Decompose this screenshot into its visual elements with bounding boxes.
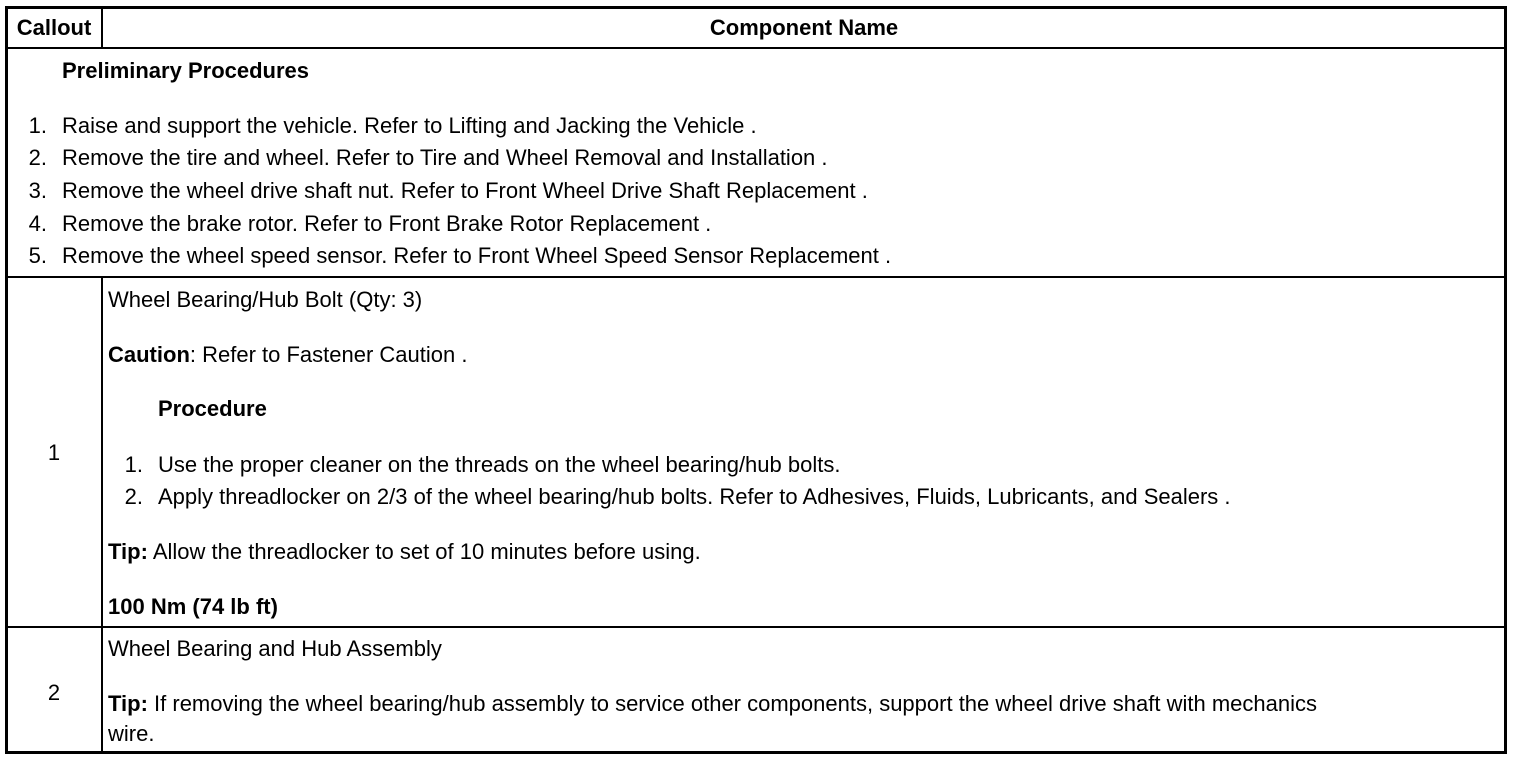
header-component-name: Component Name xyxy=(709,15,899,40)
tip-label: Tip: xyxy=(108,539,148,564)
row1-component-name: Wheel Bearing/Hub Bolt (Qty: 3) xyxy=(108,287,423,312)
tip-label: Tip: xyxy=(108,691,148,716)
caution-text: : Refer to Fastener Caution . xyxy=(189,342,468,367)
body-column-divider xyxy=(101,276,103,754)
procedure-step: Use the proper cleaner on the threads on the wheel bearing/hub bolts. xyxy=(158,452,841,477)
prelim-step-number: 1. xyxy=(28,113,47,138)
prelim-step-number: 5. xyxy=(28,243,47,268)
row2-component-name: Wheel Bearing and Hub Assembly xyxy=(108,636,442,661)
tip-text: If removing the wheel bearing/hub assembly to service other components, support the wheel drive shaft with mechanics xyxy=(147,691,1317,716)
procedure-heading: Procedure xyxy=(158,396,267,421)
caution-label: Caution xyxy=(108,342,190,367)
prelim-step-number: 2. xyxy=(28,145,47,170)
prelim-step-number: 4. xyxy=(28,211,47,236)
torque-spec: 100 Nm (74 lb ft) xyxy=(108,594,278,619)
procedure-step: Apply threadlocker on 2/3 of the wheel bearing/hub bolts. Refer to Adhesives, Fluids, Lubricants, and Sealers . xyxy=(158,484,1231,509)
header-callout: Callout xyxy=(16,15,92,40)
prelim-step: Remove the wheel speed sensor. Refer to Front Wheel Speed Sensor Replacement . xyxy=(62,243,892,268)
row1-callout: 1 xyxy=(47,440,61,465)
prelim-step: Remove the wheel drive shaft nut. Refer to Front Wheel Drive Shaft Replacement . xyxy=(62,178,868,203)
preliminary-heading: Preliminary Procedures xyxy=(62,58,310,83)
procedure-step-number: 1. xyxy=(124,452,143,477)
prelim-step: Remove the brake rotor. Refer to Front Brake Rotor Replacement . xyxy=(62,211,712,236)
header-divider xyxy=(5,47,1507,49)
row1-tip xyxy=(108,539,701,565)
tip-text: Allow the threadlocker to set of 10 minutes before using. xyxy=(147,539,701,564)
preliminary-divider xyxy=(5,276,1507,278)
row1-caution xyxy=(108,342,467,368)
row2-tip-continued: wire. xyxy=(108,721,155,746)
row2-callout: 2 xyxy=(47,680,61,705)
procedure-step-number: 2. xyxy=(124,484,143,509)
prelim-step: Raise and support the vehicle. Refer to Lifting and Jacking the Vehicle . xyxy=(62,113,757,138)
prelim-step-number: 3. xyxy=(28,178,47,203)
row1-divider xyxy=(5,626,1507,628)
prelim-step: Remove the tire and wheel. Refer to Tire and Wheel Removal and Installation . xyxy=(62,145,828,170)
row2-tip xyxy=(108,691,1317,717)
